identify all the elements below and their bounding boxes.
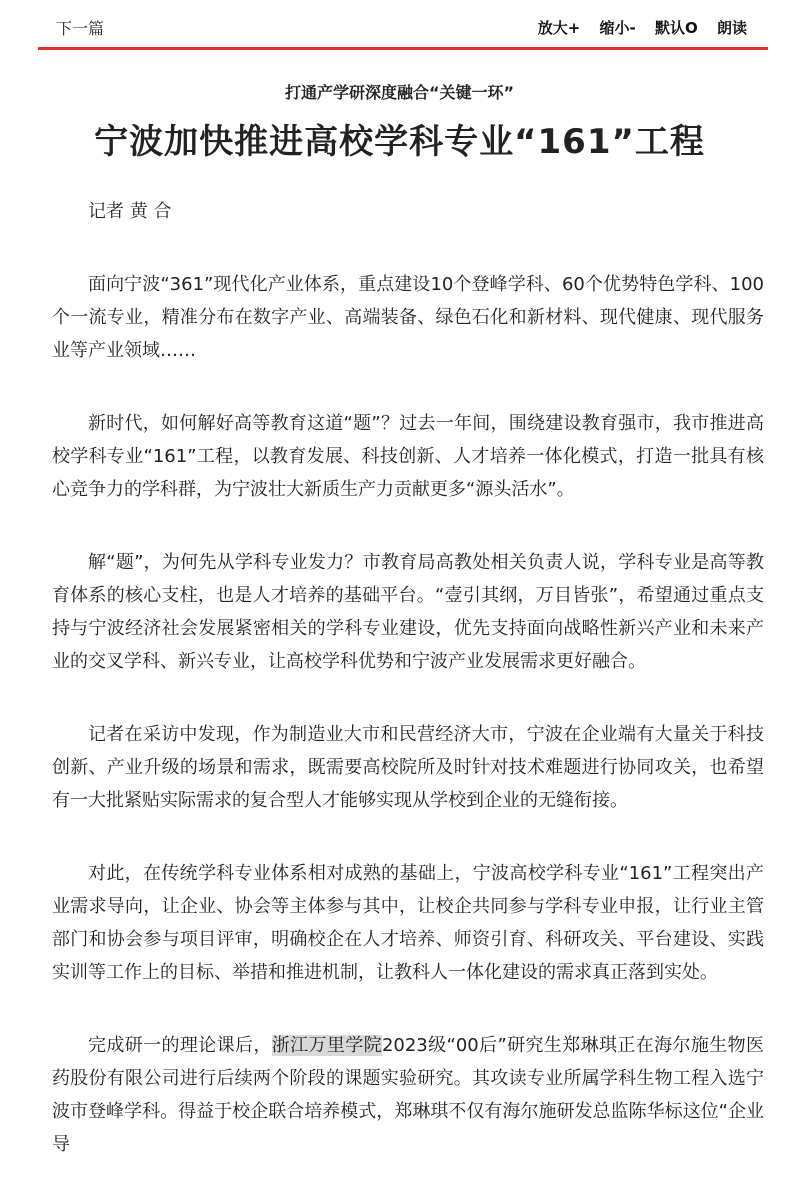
reader-tools <box>524 17 747 38</box>
next-article-link[interactable]: 下一篇 <box>56 19 105 38</box>
read-aloud-button[interactable]: 朗读 <box>716 19 747 37</box>
paragraph-5: 对此，在传统学科专业体系相对成熟的基础上，宁波高校学科专业“161”工程突出产业需求导向，让企业、协会等主体参与其中，让校企共同参与学科专业申报，让行业主管部门和协会参与项目评审，明确校企在人才培养、师资引育、科研攻关、平台建设、实践实训等工作上的目标、举措和推进机制，让教科人一体化建设的需求真正落到实处。 <box>52 863 764 983</box>
default-size-button[interactable]: 默认O <box>654 19 698 37</box>
paragraph-6-rest: 2023级“00后”研究生郑琳琪正在海尔施生物医药股份有限公司进行后续两个阶段的课题实验研究。其攻读专业所属学科生物工程入选宁波市登峰学科。得益于校企联合培养模式，郑琳琪不仅有海尔施研发总监陈华标这位“企业导 <box>52 1035 764 1155</box>
highlighted-institution: 浙江万里学院 <box>271 1035 382 1056</box>
paragraph-3: 解“题”，为何先从学科专业发力？市教育局高教处相关负责人说，学科专业是高等教育体系的核心支柱，也是人才培养的基础平台。“壹引其纲，万目皆张”，希望通过重点支持与宁波经济社会发展紧密相关的学科专业建设，优先支持面向战略性新兴产业和未来产业的交叉学科、新兴专业，让高校学科优势和宁波产业发展需求更好融合。 <box>52 552 764 672</box>
article-body <box>52 195 764 1201</box>
header-divider <box>38 47 768 50</box>
paragraph-4: 记者在采访中发现，作为制造业大市和民营经济大市，宁波在企业端有大量关于科技创新、产业升级的场景和需求，既需要高校院所及时针对技术难题进行协同攻关，也希望有一大批紧贴实际需求的复合型人才能够实现从学校到企业的无缝衔接。 <box>52 724 764 811</box>
zoom-in-button[interactable]: 放大+ <box>537 19 581 37</box>
paragraph-6-start: 完成研一的理论课后， <box>88 1035 272 1056</box>
paragraph-6 <box>52 1029 764 1161</box>
zoom-out-button[interactable]: 缩小- <box>599 19 636 37</box>
paragraph-2: 新时代，如何解好高等教育这道“题”？过去一年间，围绕建设教育强市，我市推进高校学科专业“161”工程，以教育发展、科技创新、人才培养一体化模式，打造一批具有核心竞争力的学科群，为宁波壮大新质生产力贡献更多“源头活水”。 <box>52 413 764 500</box>
article-subtitle: 打通产学研深度融合“关键一环” <box>284 83 515 102</box>
article-byline: 记者 黄 合 <box>88 201 172 222</box>
top-toolbar <box>0 0 799 48</box>
article-title: 宁波加快推进高校学科专业“161”工程 <box>94 122 705 162</box>
paragraph-1: 面向宁波“361”现代化产业体系，重点建设10个登峰学科、60个优势特色学科、100个一流专业，精准分布在数字产业、高端装备、绿色石化和新材料、现代健康、现代服务业等产业领域…… <box>52 274 764 361</box>
